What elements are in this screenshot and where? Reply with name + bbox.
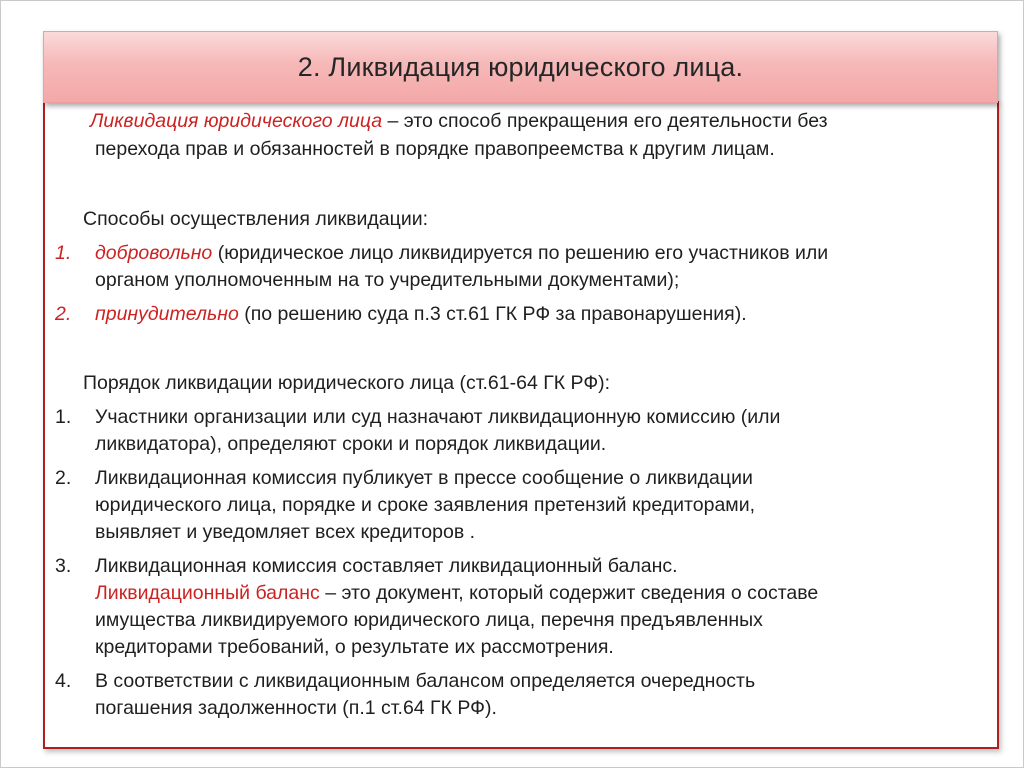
procedure-1-line-2: ликвидатора), определяют сроки и порядок ликвидации.	[95, 433, 607, 455]
slide-header	[43, 31, 998, 103]
procedure-4-line-1: В соответствии с ликвидационным балансом определяется очередность	[95, 670, 756, 692]
definition-line-1	[90, 107, 990, 135]
method-line-3	[95, 300, 995, 328]
procedure-number-2: 2.	[55, 467, 72, 489]
procedure-heading: Порядок ликвидации юридического лица (ст.61-64 ГК РФ):	[83, 372, 611, 394]
slide-title: 2. Ликвидация юридического лица.	[297, 51, 744, 82]
balance-definition: – это документ, который содержит сведения о составе	[319, 582, 819, 604]
procedure-2-line-1: Ликвидационная комиссия публикует в прессе сообщение о ликвидации	[95, 467, 753, 489]
procedure-3-line-2	[95, 579, 995, 607]
method-term-2: принудительно	[95, 303, 239, 325]
procedure-2-line-2: юридического лица, порядке и сроке заявления претензий кредиторами,	[95, 494, 756, 516]
method-line-2: органом уполномоченным на то учредительными документами);	[95, 269, 680, 291]
method-number-1: 1.	[55, 242, 72, 264]
procedure-3-line-1: Ликвидационная комиссия составляет ликвидационный баланс.	[95, 555, 678, 577]
definition-rest: – это способ прекращения его деятельности без	[382, 110, 828, 132]
procedure-number-1: 1.	[55, 406, 72, 428]
procedure-number-4: 4.	[55, 670, 72, 692]
balance-term: Ликвидационный баланс	[95, 582, 320, 604]
method-rest-1: (юридическое лицо ликвидируется по решению его участников или	[212, 242, 829, 264]
method-term-1: добровольно	[95, 242, 213, 264]
definition-line-2: перехода прав и обязанностей в порядке правопреемства к другим лицам.	[95, 138, 775, 160]
method-rest-2: (по решению суда п.3 ст.61 ГК РФ за правонарушения).	[238, 303, 747, 325]
method-number-2: 2.	[55, 303, 72, 325]
definition-term: Ликвидация юридического лица	[90, 110, 383, 132]
method-line-1	[95, 239, 995, 267]
content-box	[43, 101, 999, 749]
procedure-4-line-2: погашения задолженности (п.1 ст.64 ГК РФ).	[95, 697, 497, 719]
procedure-3-line-3: имущества ликвидируемого юридического лица, перечня предъявленных	[95, 609, 763, 631]
procedure-1-line-1: Участники организации или суд назначают ликвидационную комиссию (или	[95, 406, 781, 428]
methods-heading: Способы осуществления ликвидации:	[83, 208, 429, 230]
procedure-number-3: 3.	[55, 555, 72, 577]
procedure-3-line-4: кредиторами требований, о результате их рассмотрения.	[95, 636, 614, 658]
procedure-2-line-3: выявляет и уведомляет всех кредиторов .	[95, 521, 476, 543]
